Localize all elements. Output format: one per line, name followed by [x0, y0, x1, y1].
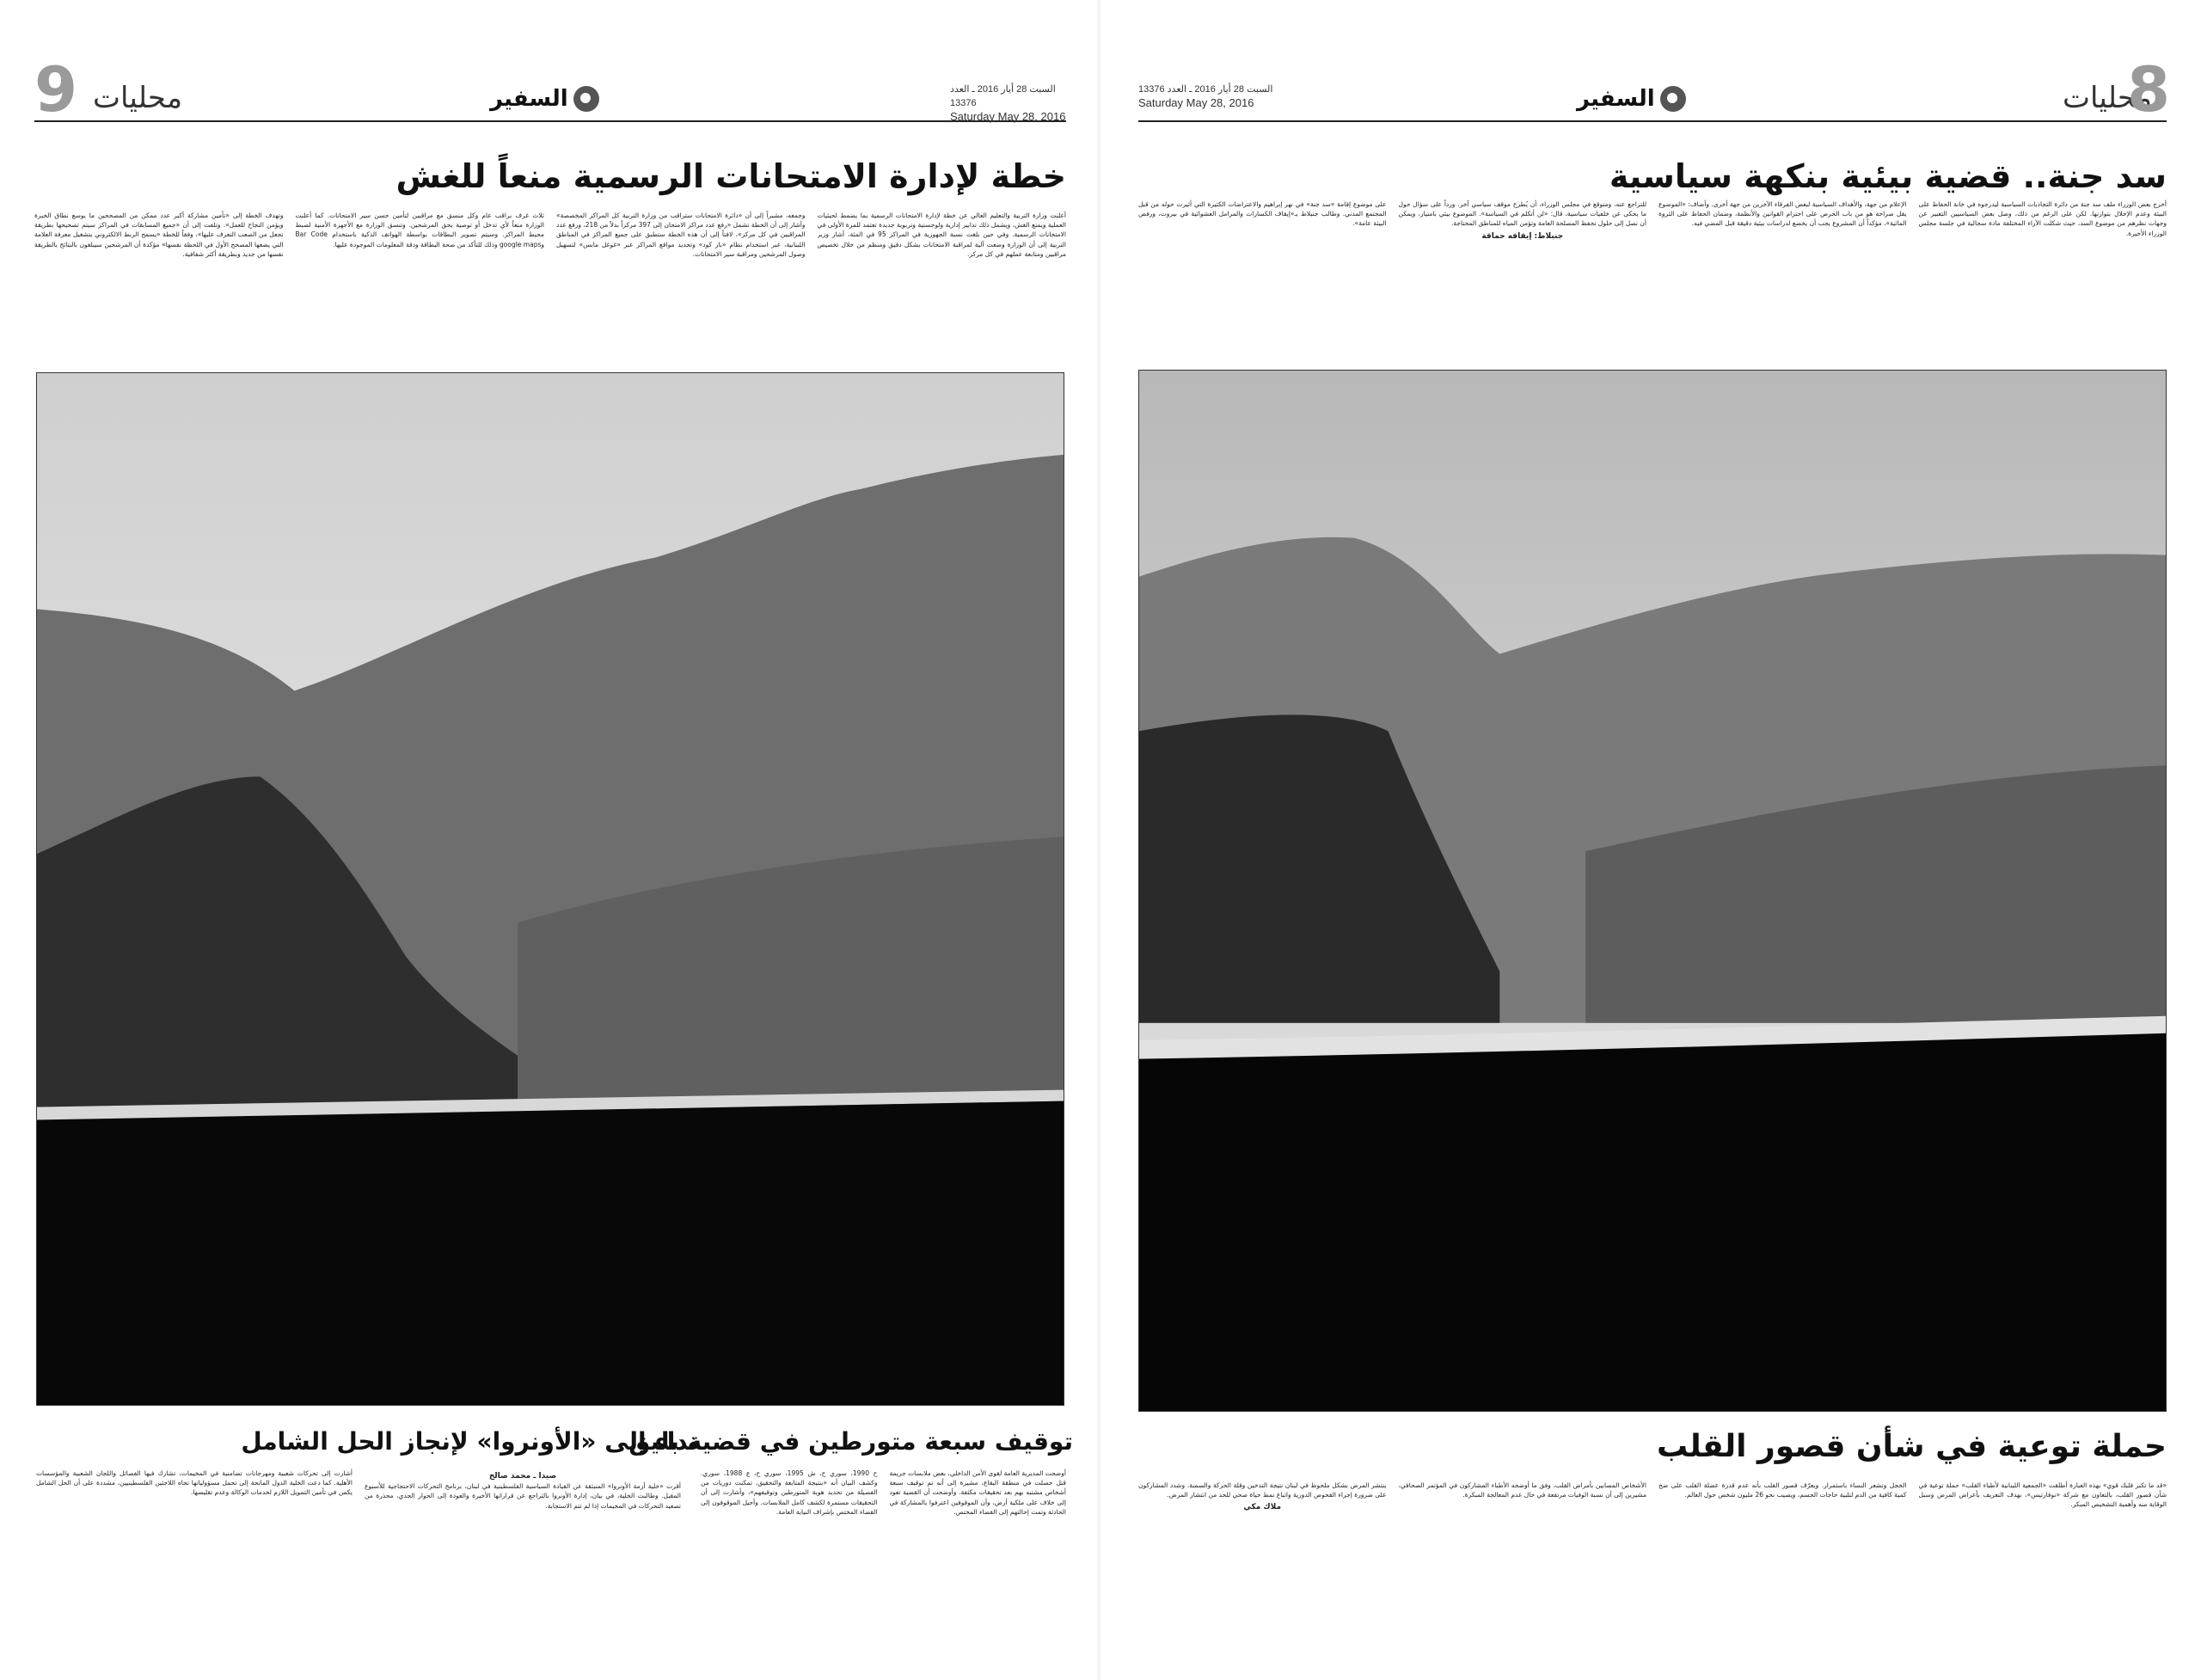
byline: صيدا ـ محمد صالح	[488, 1472, 557, 1481]
article-column: أشارت إلى تحركات شعبية ومهرجانات تضامنية في المخيمات، تشارك فيها الفصائل واللجان الشعبية والمؤسسات الأهلية. كما دعت الخلية الدول المانحة إلى تحمل مسؤولياتها تجاه اللاجئين الفلسطينيين، مشددة على أن الحل الشامل يكمن في تأمين التمويل اللازم لخدمات الوكالة وعدم تقليصها.	[36, 1469, 353, 1497]
date-arabic: السبت 28 أيار 2016 ـ العدد 13376	[950, 84, 1056, 108]
article-column: أعلنت وزارة التربية والتعليم العالي عن خطة لإدارة الامتحانات الرسمية بما يضمط لحيثيات العملية ويمنع الغش، ويشمل ذلك تدابير إدارية ولوجستية وتربوية جديدة تعتمد للمرة الأولى في الامتحانات الرسمية. وفي حين بلغت نسبة الجهوزية في المراكز 95 في المئة، أشار وزير التربية إلى أن الوزارة وضعت آلية لمراقبة الامتحانات بشكل دقيق ومنظم من خلال تخصيص مراقبين ومتابعة عملهم في كل مركز.	[817, 212, 1066, 258]
right-page-header	[1138, 53, 2171, 126]
date-english: Saturday May 28, 2016	[1138, 96, 1254, 109]
article-column: على موضوع إقامة «سد جنة» في نهر إبراهيم والاعتراضات الكثيرة التي أثيرت حوله من قبل المجتمع المدني. وطالب جنبلاط بـ«إيقاف الكسارات والمرامل العشوائية في بيروت، ورفض البيئة عامة».	[1138, 200, 1387, 228]
newspaper-logo	[1577, 86, 1686, 112]
main-headline: سد جنة.. قضية بيئية بنكهة سياسية	[1609, 157, 2167, 195]
article-column: وجمعه، مشيراً إلى أن «دائرة الامتحانات ستراقب من وزارة التربية كل المراكز المخصصة» وأشار إلى أن الخطة تشمل «رفع عدد مراكز الامتحان إلى 397 مركزاً بدلاً من 218، ورفع عدد المراقبين في كل مركز»، لافتاً إلى أن هذه الخطة ستطبق على جميع المراكز في المناطق اللبنانية، عبر استخدام نظام «بار كود» وتحديد مواقع المراكز عبر «غوغل مابس» لتسهيل وصول المرشحين ومراقبة سير الامتحانات.	[556, 212, 806, 258]
article-column: أوضحت المديرية العامة لقوى الأمن الداخلي، بعض ملابسات جريمة قتل حصلت في منطقة البقاع، مشيرة إلى أنه تم توقيف سبعة أشخاص مشتبه بهم بعد تحقيقات مكثفة. وأوضحت أن القضية تعود إلى خلاف على ملكية أرض، وأن الموقوفين اعترفوا بالمشاركة في الحادثة وتمت إحالتهم إلى القضاء المختص.	[889, 1469, 1066, 1516]
story3-columns	[36, 1468, 681, 1597]
article-column: أخرج بعض الوزراء ملف سد جنة من دائرة التجاذبات السياسية ليدرجوه في خانة الحفاظ على البيئة وعدم الإخلال بتوازنها. لكن على الرغم من ذلك، وصل بعض السياسيين التعبير عن وجهات نظرهم من موضوع السد، حيث شكلت الآراء المختلفة مادة سجالية في جلسة مجلس الوزراء الأخيرة.	[1918, 200, 2167, 237]
author-credit: ملاك مكي	[1243, 1503, 1282, 1512]
article-columns	[34, 211, 1066, 355]
page-number: 9	[34, 53, 78, 126]
story2-headline: حملة توعية في شأن قصور القلب	[1656, 1429, 2167, 1464]
article-column: الخجل وتشعر النساء باستمرار. ويعرّف قصور القلب بأنه عدم قدرة عضلة القلب على ضخ كمية كافية من الدم لتلبية حاجات الجسم، ويصيب نحو 26 مليون شخص حول العالم.	[1658, 1481, 1907, 1499]
article-column: ح 1990، سوري ح، ش 1995، سوري ح، ع 1988، سوري. وكشف البيان أنه «بنتيجة المتابعة والتحقيق، تمكنت دوريات من الفصيلة من تحديد هوية المتورطين وتوقيفهم»، وأشارت إلى أن التحقيقات مستمرة لكشف كامل الملابسات. وأحيل الموقوفون إلى القضاء المختص بإشراف النيابة العامة.	[701, 1469, 878, 1516]
section-title: محليات	[2063, 81, 2153, 115]
article-text: ينتشر المرض بشكل ملحوظ في لبنان نتيجة التدخين وقلة الحركة والسمنة. وشدد المشاركون على ضرورة إجراء الفحوص الدورية واتباع نمط حياة صحي للحد من انتشار المرض.	[1138, 1481, 1387, 1499]
newspaper-logo	[490, 86, 599, 112]
quote-caption: جنبلاط: إيقافه حماقة	[1481, 231, 1564, 241]
newspaper-name: السفير	[490, 86, 568, 112]
landscape-photo	[1138, 370, 2167, 1412]
logo-icon	[1660, 86, 1686, 112]
story2-columns	[1138, 1481, 2167, 1601]
main-headline: خطة لإدارة الامتحانات الرسمية منعاً للغش	[395, 157, 1066, 195]
section-title: محليات	[93, 81, 183, 115]
story3-headline: نداء إلى «الأونروا» لإنجاز الحل الشامل	[241, 1427, 698, 1456]
article-text: للتراجع عنه، ومتوقع في مجلس الوزراء، أن يُطرح موقف سياسي آخر. ورداً على سؤال حول ما يحكى عن خلفيات سياسية، قال: «لن أتكلم في السياسة». الموضوع بيئي بامتياز، ويمكن أن نصل إلى حلول تحفظ المصلحة العامة وتؤمن المياه للمناطق المحتاجة.	[1398, 200, 1646, 228]
newspaper-name: السفير	[1577, 86, 1655, 112]
logo-icon	[573, 86, 599, 112]
article-column: ثلاث غرف براقب عام وكل منسق مع مراقبين لتأمين حسن سير الامتحانات. كما أعلنت الوزارة منعاً لأي تدخل أو توصية بحق المرشحين. وتنسق الوزارة مع الأجهزة الأمنية لضبط محيط المراكز. وسيتم تصوير البطاقات بواسطة الهواتف الذكية باستخدام Bar Code وgoogle maps وذلك للتأكد من صحة البطاقة ودقة المعلومات الموجودة عليها.	[295, 212, 544, 248]
article-column: الإعلام من جهة، والأهداف السياسية لبعض الفرقاء الآخرين من جهة أخرى. وأضاف: «الموضوع يقل صراحة هو من باب الحرص على احترام القوانين والأنظمة، وضمان الحفاظ على الثروة المائية»، مؤكداً أن المشروع يجب أن يخضع لدراسات بيئية دقيقة قبل المضي فيه.	[1658, 200, 1907, 228]
right-page	[1100, 0, 2201, 1680]
date-arabic: السبت 28 أيار 2016 ـ العدد 13376	[1138, 84, 1273, 95]
landscape-photo	[36, 372, 1064, 1406]
article-text: أقرت «خلية أزمة الأونروا» المنبثقة عن القيادة السياسية الفلسطينية في لبنان، برنامج التحركات الاحتجاجية للأسبوع المقبل. وطالبت الخلية، في بيان، إدارة الأونروا بالتراجع عن قراراتها الأخيرة والعودة إلى الحوار الجدي، محذرة من تصعيد التحركات في المخيمات إذا لم تتم الاستجابة.	[365, 1482, 681, 1510]
article-column	[1399, 199, 1647, 363]
page-number: 8	[2127, 53, 2171, 126]
story2-columns	[701, 1468, 1066, 1597]
dateline	[950, 83, 1066, 125]
left-page-header	[34, 53, 1066, 126]
left-page	[0, 0, 1100, 1680]
article-column: الأشخاص المصابين بأمراض القلب، وفق ما أوضحه الأطباء المشاركون في المؤتمر الصحافي، مشيرين إلى أن نسبة الوفيات مرتفعة في حال عدم المعالجة المبكرة.	[1398, 1481, 1646, 1499]
article-column: «قد ما تكبر قلبك قوي» بهذه العبارة أطلقت «الجمعية اللبنانية لأطباء القلب» حملة توعية في شأن قصور القلب، بالتعاون مع شركة «نوفارتيس»، بهدف التعريف بأعراض المرض وسبل الوقاية منه وأهمية التشخيص المبكر.	[1918, 1481, 2167, 1509]
date-english: Saturday May 28, 2016	[950, 110, 1066, 123]
article-column	[1138, 1481, 1387, 1601]
article-column: وتهدف الخطة إلى «تأمين مشاركة أكبر عدد ممكن من المصححين ما يوسع نطاق الخبرة ويؤمن النجاح للعمل». وتلفت إلى أن «جميع المسابقات في المراكز سيتم تصحيحها بطريقة تجعل من الصعب التعرف عليها»، وفقاً للخطة «يسمح الربط الالكتروني بتشغيل معرفة العلامة التي يضعها المصحح الأول في اللحظة نفسها» مؤكدة أن المرشحين سيبلغون بالنتائج بالطريقة نفسها من جديد وبطريقة أكثر شفافية.	[34, 212, 284, 258]
article-column	[365, 1468, 681, 1597]
article-columns	[1138, 199, 2167, 363]
story2-headline: توقيف سبعة متورطين في قضية بليق	[628, 1427, 1073, 1456]
dateline	[1138, 83, 1272, 111]
